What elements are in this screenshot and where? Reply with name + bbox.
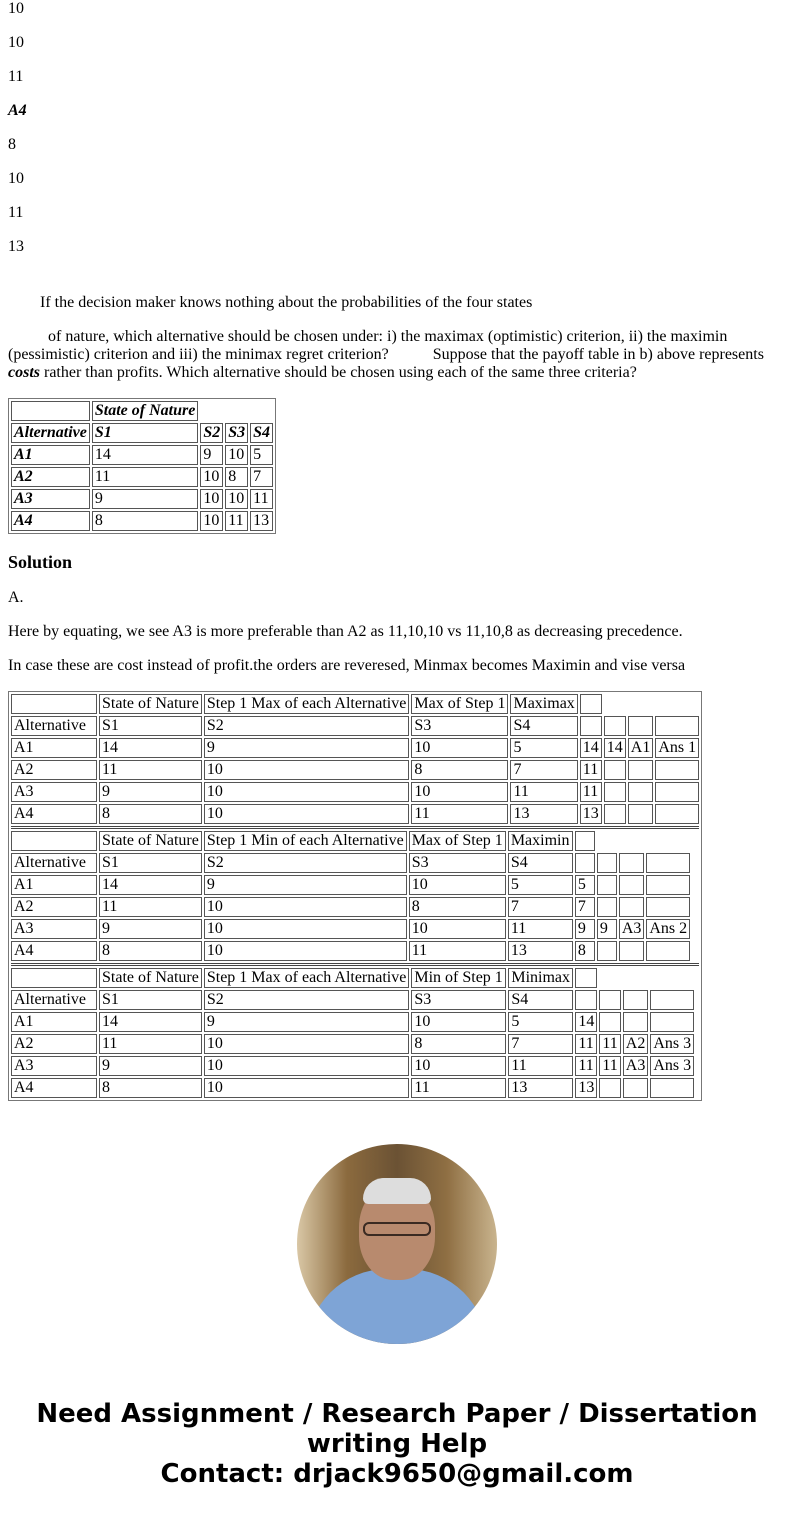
cell: 9 (200, 445, 223, 465)
cell: 11 (250, 489, 273, 509)
cell (623, 990, 649, 1010)
cell (655, 716, 699, 736)
table-row (11, 897, 690, 917)
table-row (11, 919, 690, 939)
cell (619, 853, 645, 873)
cell: S1 (99, 716, 202, 736)
solution-table (9, 692, 701, 826)
cell: A3 (623, 1056, 649, 1076)
cell: 14 (99, 875, 202, 895)
cell: 10 (204, 1056, 410, 1076)
cell: 13 (508, 1078, 573, 1098)
solution-p2: In case these are cost instead of profit.the orders are reveresed, Minmax becomes Maximin and vise versa (8, 657, 686, 674)
cell: 11 (508, 919, 573, 939)
cell: S2 (204, 853, 407, 873)
a4-values (8, 136, 786, 256)
column-header (575, 831, 595, 851)
header-row (11, 694, 699, 714)
cell (623, 1078, 649, 1098)
author-photo (297, 1144, 497, 1344)
cell: 9 (99, 1056, 202, 1076)
column-header (11, 694, 97, 714)
cell: A1 (11, 1012, 97, 1032)
cell: S3 (411, 716, 508, 736)
table-row (11, 875, 690, 895)
cell (604, 804, 626, 824)
cell: 8 (411, 760, 508, 780)
column-header: Max of Step 1 (411, 694, 508, 714)
cell: Ans 1 (655, 738, 699, 758)
cell: A2 (11, 760, 97, 780)
cell: S4 (510, 716, 577, 736)
cell: A4 (11, 1078, 97, 1098)
cell (623, 1012, 649, 1032)
cell (646, 853, 690, 873)
solution-part: A. (8, 589, 24, 606)
cell: 5 (510, 738, 577, 758)
cell: 13 (580, 804, 602, 824)
cell: 10 (204, 897, 407, 917)
cell: 10 (411, 1056, 506, 1076)
table-row (11, 716, 699, 736)
number-line: 10 (8, 34, 24, 51)
column-header: S4 (250, 423, 273, 443)
cell (619, 897, 645, 917)
cell: 11 (510, 782, 577, 802)
cell (604, 760, 626, 780)
table-row (11, 990, 694, 1010)
table-row (11, 1012, 694, 1032)
cell: 10 (200, 467, 223, 487)
cell: 9 (575, 919, 595, 939)
cell: 11 (575, 1034, 597, 1054)
row-label: A2 (11, 467, 90, 487)
cell: 10 (409, 875, 506, 895)
cell: 10 (225, 489, 248, 509)
cell: A2 (623, 1034, 649, 1054)
cell: 13 (510, 804, 577, 824)
table-row (11, 1078, 694, 1098)
cell: 9 (204, 875, 407, 895)
cell: 10 (204, 782, 410, 802)
cell: Ans 2 (646, 919, 690, 939)
payoff-table (8, 398, 276, 534)
cell (597, 897, 617, 917)
cell: 7 (508, 1034, 573, 1054)
cell: 5 (508, 875, 573, 895)
cell: A1 (11, 738, 97, 758)
cell: A4 (11, 941, 97, 961)
cell: 8 (99, 1078, 202, 1098)
cell (628, 804, 654, 824)
column-header: Step 1 Max of each Alternative (204, 694, 410, 714)
question-text: of nature, which alternative should be chosen under: i) the maximax (optimistic) criterion, ii) the maximin (pessimistic) criterion and iii) the minimax regret criterion? Suppose that the payoff table in b) above represents costs rather than profits. Which alternative should be chosen using each of the same three criteria? (8, 328, 764, 381)
cell: 8 (92, 511, 198, 531)
cell: 14 (99, 1012, 202, 1032)
a4-value: 8 (8, 136, 16, 153)
cell: 8 (225, 467, 248, 487)
cell: 11 (92, 467, 198, 487)
cell: 10 (225, 445, 248, 465)
table-row (11, 467, 273, 487)
cell: 10 (409, 919, 506, 939)
cell: S2 (204, 990, 410, 1010)
solution-p1: Here by equating, we see A3 is more preferable than A2 as 11,10,10 vs 11,10,8 as decreasing precedence. (8, 623, 683, 640)
cell: 11 (411, 1078, 506, 1098)
cell: 14 (604, 738, 626, 758)
cell: S3 (411, 990, 506, 1010)
cell: 10 (200, 511, 223, 531)
cell: 11 (580, 782, 602, 802)
cell (646, 875, 690, 895)
table-row (11, 738, 699, 758)
cell: S4 (508, 990, 573, 1010)
cell (597, 941, 617, 961)
cell (628, 782, 654, 802)
cell: 8 (575, 941, 595, 961)
cell (597, 853, 617, 873)
cell: 5 (575, 875, 595, 895)
cell (575, 990, 597, 1010)
cell (655, 804, 699, 824)
column-header: Alternative (11, 423, 90, 443)
cell: 7 (250, 467, 273, 487)
cell: S1 (99, 990, 202, 1010)
header-row (11, 423, 273, 443)
cell: 10 (411, 1012, 506, 1032)
cell (655, 760, 699, 780)
cell (599, 990, 620, 1010)
cell: 10 (411, 738, 508, 758)
cell: 8 (99, 804, 202, 824)
column-header: State of Nature (99, 831, 202, 851)
cell: 10 (200, 489, 223, 509)
cell (597, 875, 617, 895)
row-label: A3 (11, 489, 90, 509)
row-label: A4 (11, 511, 90, 531)
column-header: Min of Step 1 (411, 968, 506, 988)
cell: 14 (580, 738, 602, 758)
cell: 5 (250, 445, 273, 465)
cell: A4 (11, 804, 97, 824)
cell: 14 (575, 1012, 597, 1032)
cell (628, 760, 654, 780)
column-header (575, 968, 597, 988)
cell (646, 941, 690, 961)
column-header (11, 968, 97, 988)
table-row (11, 445, 273, 465)
cell: 11 (409, 941, 506, 961)
cell (655, 782, 699, 802)
cell: A3 (11, 1056, 97, 1076)
cell: 5 (508, 1012, 573, 1032)
group-header: State of Nature (92, 401, 198, 421)
cell (604, 782, 626, 802)
header-row (11, 968, 694, 988)
cell: 13 (250, 511, 273, 531)
number-line: 10 (8, 0, 24, 17)
table-row (11, 941, 690, 961)
cell: 11 (599, 1034, 620, 1054)
column-header (580, 694, 602, 714)
cell: A2 (11, 1034, 97, 1054)
table-row (11, 804, 699, 824)
cell: 10 (204, 760, 410, 780)
cell: S2 (204, 716, 410, 736)
cell: 11 (225, 511, 248, 531)
cell: 9 (204, 1012, 410, 1032)
cell (580, 716, 602, 736)
cell (619, 941, 645, 961)
cell: 9 (99, 782, 202, 802)
cell: 13 (508, 941, 573, 961)
column-header: State of Nature (99, 694, 202, 714)
cell (646, 897, 690, 917)
solution-table (9, 829, 692, 963)
column-header: Minimax (508, 968, 573, 988)
table-row (11, 1034, 694, 1054)
solution-tables (8, 691, 702, 1101)
cell: 11 (580, 760, 602, 780)
cell: 11 (99, 1034, 202, 1054)
cell (575, 853, 595, 873)
cell (619, 875, 645, 895)
promo-banner (8, 1399, 786, 1489)
cell: A1 (628, 738, 654, 758)
a4-value: 13 (8, 238, 24, 255)
table-row (11, 853, 690, 873)
cell: 11 (508, 1056, 573, 1076)
cell: 7 (508, 897, 573, 917)
a4-label: A4 (8, 102, 27, 119)
promo-contact: Contact: drjack9650@gmail.com (160, 1459, 634, 1489)
cell: 14 (92, 445, 198, 465)
solution-table (9, 966, 696, 1100)
table-row (11, 511, 273, 531)
question-line1: If the decision maker knows nothing about the probabilities of the four states (40, 294, 533, 311)
table-row (11, 489, 273, 509)
table-row (11, 782, 699, 802)
document (8, 0, 786, 1489)
cell: 9 (92, 489, 198, 509)
cell: 10 (204, 804, 410, 824)
column-header: State of Nature (99, 968, 202, 988)
cell: Alternative (11, 990, 97, 1010)
column-header: S3 (225, 423, 248, 443)
row-label: A1 (11, 445, 90, 465)
a4-value: 11 (8, 204, 24, 221)
column-header: Maximax (510, 694, 577, 714)
cell (599, 1012, 620, 1032)
cell: Alternative (11, 853, 97, 873)
cell: 14 (99, 738, 202, 758)
cell: S1 (99, 853, 202, 873)
cell: A3 (619, 919, 645, 939)
cell (599, 1078, 620, 1098)
cell: A2 (11, 897, 97, 917)
cell: 11 (411, 804, 508, 824)
table-row (11, 760, 699, 780)
column-header: S1 (92, 423, 198, 443)
cell: Ans 3 (650, 1034, 694, 1054)
cell: 8 (409, 897, 506, 917)
cell: 9 (597, 919, 617, 939)
column-header: S2 (200, 423, 223, 443)
cell: 10 (204, 1078, 410, 1098)
cell: Ans 3 (650, 1056, 694, 1076)
cell: 10 (411, 782, 508, 802)
column-header (11, 831, 97, 851)
column-header: Maximin (508, 831, 573, 851)
column-header: Step 1 Min of each Alternative (204, 831, 407, 851)
cell (650, 1078, 694, 1098)
cell: S4 (508, 853, 573, 873)
cell (650, 1012, 694, 1032)
cell: A3 (11, 919, 97, 939)
cell: 11 (99, 897, 202, 917)
cell: 8 (99, 941, 202, 961)
solution-heading: Solution (8, 552, 73, 572)
cell: Alternative (11, 716, 97, 736)
top-numbers (8, 0, 786, 86)
cell: 11 (99, 760, 202, 780)
promo-line1: Need Assignment / Research Paper / Dissertation writing Help (36, 1399, 758, 1459)
cell (604, 716, 626, 736)
cell (628, 716, 654, 736)
cell: 11 (575, 1056, 597, 1076)
cell: 7 (510, 760, 577, 780)
cell: 13 (575, 1078, 597, 1098)
cell: 9 (204, 738, 410, 758)
column-header: Max of Step 1 (409, 831, 506, 851)
a4-value: 10 (8, 170, 24, 187)
cell: 9 (99, 919, 202, 939)
cell: 8 (411, 1034, 506, 1054)
header-row (11, 831, 690, 851)
number-line: 11 (8, 68, 24, 85)
cell: 7 (575, 897, 595, 917)
cell: 10 (204, 919, 407, 939)
cell (650, 990, 694, 1010)
cell: S3 (409, 853, 506, 873)
cell: A3 (11, 782, 97, 802)
cell: 10 (204, 1034, 410, 1054)
cell: 11 (599, 1056, 620, 1076)
cell: A1 (11, 875, 97, 895)
cell: 10 (204, 941, 407, 961)
table-row (11, 1056, 694, 1076)
column-header: Step 1 Max of each Alternative (204, 968, 410, 988)
